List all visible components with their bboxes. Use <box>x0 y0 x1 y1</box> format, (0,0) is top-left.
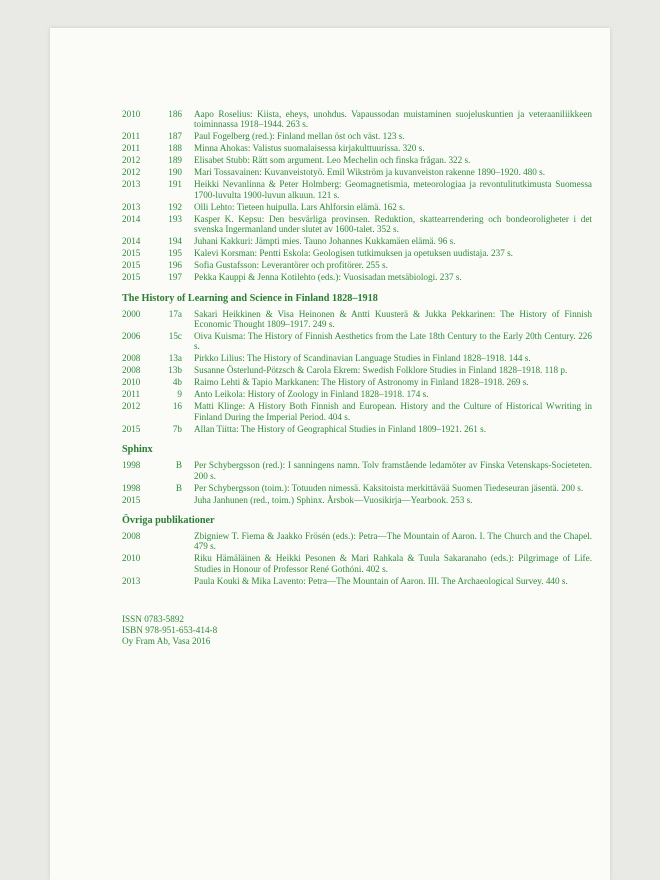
entry-year: 2010 <box>122 377 141 388</box>
entry-text: Allan Tiitta: The History of Geographical Studies in Finland 1809–1921. 261 s. <box>194 423 487 434</box>
entry-year: 2008 <box>122 365 141 376</box>
entry-text: Pirkko Lilius: The History of Scandinavian Language Studies in Finland 1828–1918. 144 s. <box>194 353 531 364</box>
entry-text: Paul Fogelberg (red.): Finland mellan öst och väst. 123 s. <box>194 131 405 142</box>
publication-entry <box>122 179 592 200</box>
entry-year: 2015 <box>122 494 141 505</box>
entry-year: 2011 <box>122 389 141 400</box>
entry-text: Kasper K. Kepsu: Den besvärliga provinsen. Reduktion, skattearrendering och bondeoroligheter i det svenska Ingermanland under slutet av 1600-talet. 352 s. <box>194 213 592 235</box>
publication-entry <box>122 131 592 141</box>
entry-number <box>158 576 194 586</box>
entry-number: 188 <box>168 143 182 154</box>
entry-year: 2015 <box>122 272 141 283</box>
entry-text: Per Schybergsson (red.): I sanningens namn. Tolv framstående ledamöter av Finska Vetenskaps-Societeten. 200 s. <box>194 460 592 481</box>
imprint <box>122 614 592 647</box>
entry-year: 2012 <box>122 155 141 166</box>
entry-number: 195 <box>168 248 182 259</box>
entry-year: 2014 <box>122 213 141 224</box>
entry-number: 187 <box>168 131 182 142</box>
publication-entry <box>122 389 592 399</box>
entry-year: 2015 <box>122 423 141 434</box>
entry-number: 193 <box>168 213 182 224</box>
entry-text: Raimo Lehti & Tapio Markkanen: The History of Astronomy in Finland 1828–1918. 269 s. <box>194 377 529 388</box>
entry-text: Matti Klinge: A History Both Finnish and European. History and the Culture of Historical Wwriting in Finland During the Imperial Period. 404 s. <box>194 401 592 422</box>
entry-text: Zbigniew T. Fiema & Jaakko Frösén (eds.): Petra—The Mountain of Aaron. I. The Church and the Chapel. 479 s. <box>194 531 592 552</box>
entry-number: 196 <box>168 260 182 271</box>
publication-entry <box>122 377 592 387</box>
entry-number: 194 <box>168 236 182 247</box>
entry-year: 2011 <box>122 131 141 142</box>
entry-text: Kalevi Korsman: Pentti Eskola: Geologisen tutkimuksen ja opetuksen uudistaja. 237 s. <box>194 248 513 259</box>
entry-number: 13b <box>168 365 182 376</box>
publication-entry <box>122 353 592 363</box>
entry-number: 191 <box>168 179 182 190</box>
publication-entry <box>122 460 592 481</box>
publication-list <box>122 109 592 647</box>
publication-entry <box>122 531 592 552</box>
entry-number: 9 <box>177 389 182 400</box>
sphinx-list <box>122 460 592 505</box>
entry-number <box>158 531 194 552</box>
entry-year: 2008 <box>122 531 141 542</box>
publication-entry <box>122 143 592 153</box>
entry-text: Minna Ahokas: Valistus suomalaisessa kirjakulttuurissa. 320 s. <box>194 143 425 154</box>
book-back-cover <box>50 28 610 880</box>
entry-number: 13a <box>168 353 182 364</box>
entry-number: 16 <box>172 401 182 412</box>
series-list <box>122 109 592 283</box>
entry-number: B <box>175 482 182 493</box>
entry-number: B <box>175 460 182 471</box>
entry-year: 2013 <box>122 201 141 212</box>
history-list <box>122 309 592 435</box>
entry-year: 2013 <box>122 179 141 190</box>
entry-text: Sakari Heikkinen & Visa Heinonen & Antti Kuusterä & Jukka Pekkarinen: The History of Finnish Economic Thought 1809–1917. 249 s. <box>194 308 592 330</box>
entry-year: 2006 <box>122 331 141 342</box>
entry-year: 2010 <box>122 109 141 119</box>
entry-text: Per Schybergsson (toim.): Totuuden nimessä. Kaksitoista merkittävää Suomen Tiedeseuran jäsentä. 200 s. <box>194 482 584 493</box>
entry-text: Paula Kouki & Mika Lavento: Petra—The Mountain of Aaron. III. The Archaeological Survey. 440 s. <box>194 575 568 586</box>
entry-text: Olli Lehto: Tieteen huipulla. Lars Ahlforsin elämä. 162 s. <box>194 201 406 212</box>
entry-text: Pekka Kauppi & Jenna Kotilehto (eds.): Vuosisadan metsäbiologi. 237 s. <box>194 272 462 283</box>
publication-entry <box>122 331 592 352</box>
entry-year: 2008 <box>122 353 141 364</box>
section-heading-ovriga: Övriga publikationer <box>122 515 215 527</box>
entry-text: Juhani Kakkuri: Jämpti mies. Tauno Johannes Kukkamäen elämä. 96 s. <box>194 236 456 247</box>
issn-line: ISSN 0783-5892 <box>122 614 185 625</box>
publication-entry <box>122 109 592 130</box>
publication-entry <box>122 576 592 586</box>
entry-text: Elisabet Stubb: Rätt som argument. Leo Mechelin och finska frågan. 322 s. <box>194 155 471 166</box>
entry-number: 7b <box>172 423 182 434</box>
entry-year: 2010 <box>122 553 141 564</box>
entry-number: 192 <box>168 201 182 212</box>
publication-entry <box>122 155 592 165</box>
entry-year: 1998 <box>122 482 141 493</box>
isbn-line: ISBN 978-951-653-414-8 <box>122 625 218 636</box>
entry-year: 2000 <box>122 308 141 319</box>
ovriga-list <box>122 531 592 586</box>
entry-number: 186 <box>168 109 182 119</box>
entry-number: 15c <box>168 331 182 342</box>
publication-entry <box>122 236 592 246</box>
entry-text: Sofia Gustafsson: Leverantörer och profitörer. 255 s. <box>194 260 388 271</box>
publication-entry <box>122 424 592 434</box>
publication-entry <box>122 260 592 270</box>
publication-entry <box>122 483 592 493</box>
entry-year: 2015 <box>122 248 141 259</box>
publication-entry <box>122 401 592 422</box>
entry-year: 2012 <box>122 401 141 412</box>
publication-entry <box>122 495 592 505</box>
entry-text: Riku Hämäläinen & Heikki Pesonen & Mari Rahkala & Tuula Sakaranaho (eds.): Pilgrimage of Life. Studies in Honour of Professor René Gothóni. 402 s. <box>194 553 592 574</box>
publication-entry <box>122 272 592 282</box>
publication-entry <box>122 167 592 177</box>
entry-number: 17a <box>168 308 182 319</box>
publication-entry <box>122 248 592 258</box>
entry-number <box>158 553 194 574</box>
publication-entry <box>122 309 592 330</box>
entry-year: 2015 <box>122 260 141 271</box>
entry-number: 190 <box>168 167 182 178</box>
publication-entry <box>122 553 592 574</box>
publication-entry <box>122 365 592 375</box>
entry-text: Anto Leikola: History of Zoology in Finland 1828–1918. 174 s. <box>194 389 429 400</box>
entry-year: 1998 <box>122 460 141 471</box>
entry-year: 2013 <box>122 575 141 586</box>
entry-number <box>158 495 194 505</box>
entry-year: 2014 <box>122 236 141 247</box>
entry-text: Aapo Roselius: Kiista, eheys, unohdus. Vapaussodan muistaminen suojeluskuntien ja veteraaniliikkeen toiminnassa 1918–1944. 263 s. <box>194 109 592 130</box>
printer-line: Oy Fram Ab, Vasa 2016 <box>122 636 211 647</box>
section-heading-history: The History of Learning and Science in Finland 1828–1918 <box>122 292 378 304</box>
entry-number: 4b <box>172 377 182 388</box>
entry-number: 189 <box>168 155 182 166</box>
entry-year: 2011 <box>122 143 141 154</box>
publication-entry <box>122 214 592 235</box>
entry-number: 197 <box>168 272 182 283</box>
entry-year: 2012 <box>122 167 141 178</box>
entry-text: Juha Janhunen (red., toim.) Sphinx. Årsbok—Vuosikirja—Yearbook. 253 s. <box>194 494 473 505</box>
entry-text: Susanne Österlund-Pötzsch & Carola Ekrem: Swedish Folklore Studies in Finland 1828–1918. 118 p. <box>194 365 568 376</box>
entry-text: Oiva Kuisma: The History of Finnish Aesthetics from the Late 18th Century to the Early 20th Century. 226 s. <box>194 331 592 352</box>
entry-text: Mari Tossavainen: Kuvanveistotyö. Emil Wikström ja kuvanveiston rakenne 1890–1920. 480 s. <box>194 167 546 178</box>
publication-entry <box>122 202 592 212</box>
entry-text: Heikki Nevanlinna & Peter Holmberg: Geomagnetismia, meteorologiaa ja revontulitutkimusta Suomessa 1700-luvulta 1900-luvun alkuun. 121 s. <box>194 179 592 200</box>
section-heading-sphinx: Sphinx <box>122 444 153 456</box>
